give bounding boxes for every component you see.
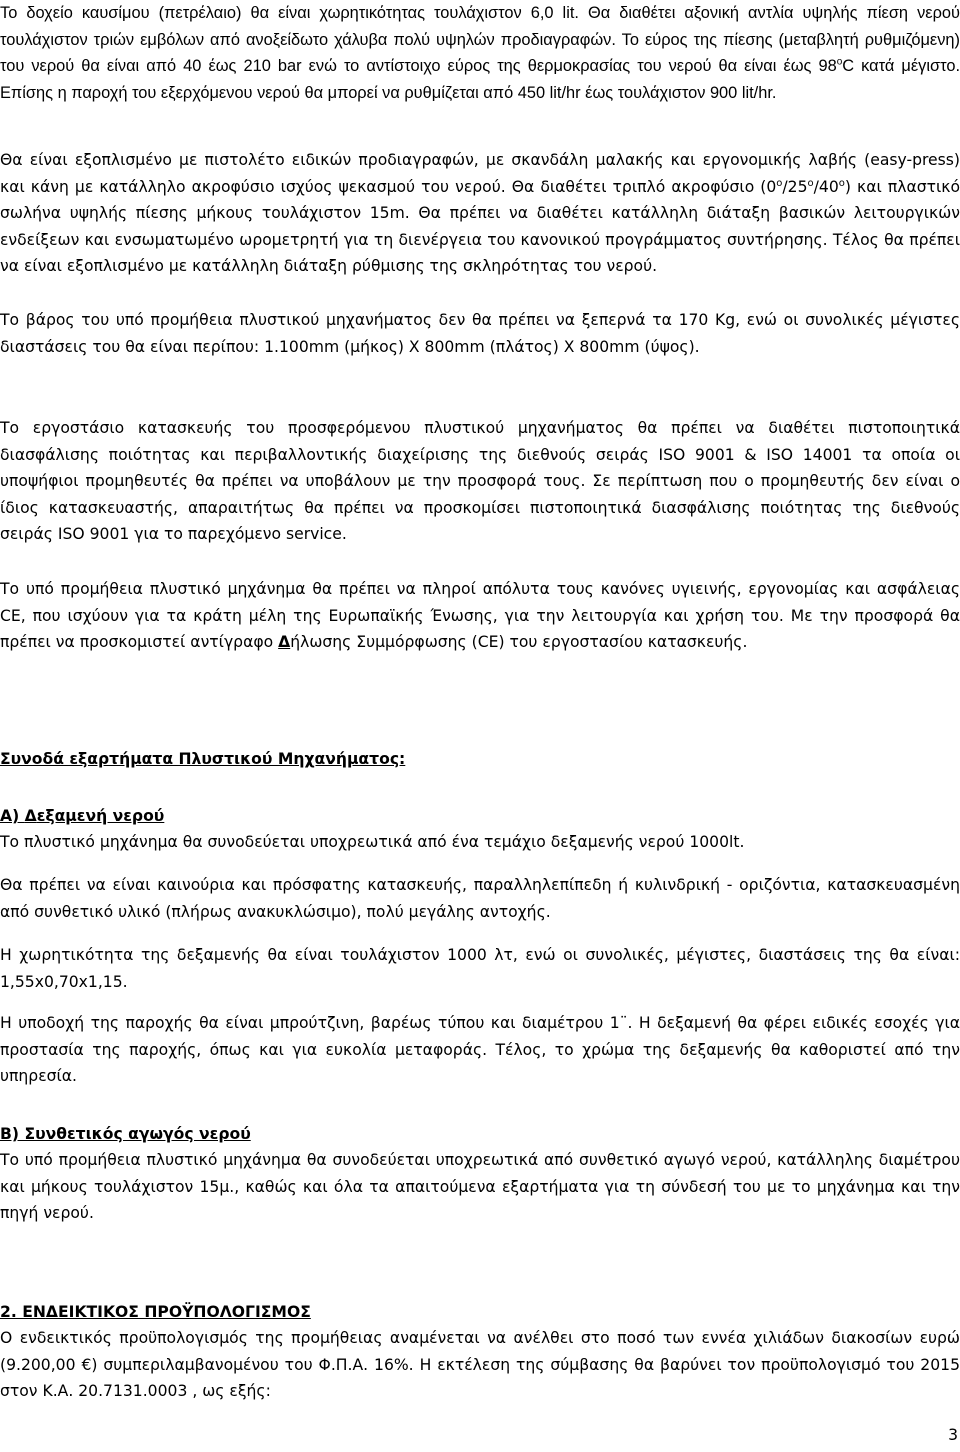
degree-sup: o <box>838 177 845 189</box>
degree-sup: o <box>836 56 843 68</box>
section-b-heading: Β) Συνθετικός αγωγός νερού <box>0 1125 251 1143</box>
text-lead-letter: Δ <box>24 807 37 825</box>
text: /40 <box>813 177 839 196</box>
text-lead-letter: Δ <box>278 633 291 652</box>
text: ΕΙΚΤΙΚΟΣ ΠΡΟΫΠΟΛΟΓΙΣΜΟΣ <box>57 1303 311 1321</box>
paragraph-tank-3: Η χωρητικότητα της δεξαμενής θα είναι τουλάχιστον 1000 λτ, ενώ οι συνολικές, μέγιστες, διαστάσεις της θα είναι: 1,55x0,70x1,15. <box>0 946 960 991</box>
text: ) και πλαστικό σωλήνα υψηλής πίεσης μήκους τουλάχιστον 15m. Θα πρέπει να διαθέτει κατάλληλη διάταξη βασικών λειτουργικών ενδείξεων και ενσωματωμένο ωρομετρητή για τη διενέργεια του κανονικού προγράμματος συντήρησης. Τέλος θα πρέπει να είναι εξοπλισμένο με κατάλληλη διάταξη ρύθμισης της σκληρότητας του νερού. <box>0 177 960 276</box>
text: Το υπό προμήθεια πλυστικό μηχάνημα θα πρέπει να πληροί απόλυτα τους κανόνες υγιεινής, εργονομίας και ασφάλειας CE, που ισχύουν για τα κράτη μέλη της Ευρωπαϊκής Ένωσης, για την λειτουργία και χρήση του. Με την προσφορά θα πρέπει να προσκομιστεί αντίγραφο <box>0 580 960 652</box>
page-number: 3 <box>948 1426 958 1444</box>
budget-heading <box>0 1299 960 1326</box>
text: ήλωσης Συμμόρφωσης (CE) του εργοστασίου κατασκευής. <box>290 633 748 652</box>
paragraph-iso: Το εργοστάσιο κατασκευής του προσφερόμενου πλυστικού μηχανήματος θα πρέπει να διαθέτει πιστοποιητικά διασφάλισης ποιότητας και περιβαλλοντικής διαχείρισης της διεθνούς σειράς ISO 9001 & ISO 14001 τα οποία οι υποψήφιοι προμηθευτές θα πρέπει να υποβάλουν με την προσφορά τους. Σε περίπτωση που ο προμηθευτής δεν είναι ο ίδιος κατασκευαστής, απαραιτήτως θα πρέπει να προσκομίσει πιστοποιητικά διασφάλισης ποιότητας της διεθνούς σειράς ISO 9001 για το παρεχόμενο service. <box>0 419 960 544</box>
paragraph-tank-4: Η υποδοχή της παροχής θα είναι μπρούτζινη, βαρέως τύπου και διαμέτρου 1¨. Η δεξαμενή θα φέρει ειδικές εσοχές για προστασία της παροχής, όπως και για ευκολία μεταφοράς. Τέλος, το χρώμα της δεξαμενής θα καθοριστεί από την υπηρεσία. <box>0 1014 960 1086</box>
paragraph-weight: Το βάρος του υπό προμήθεια πλυστικού μηχανήματος δεν θα πρέπει να ξεπερνά τα 170 Kg, ενώ οι συνολικές μέγιστες διαστάσεις του θα είναι περίπου: 1.100mm (μήκος) Χ 800mm (πλάτος) Χ 800mm (ύψος). <box>0 311 960 356</box>
text: C κατά μέγιστο. Επίσης η παροχή του εξερχόμενου νερού θα μπορεί να ρυθμίζεται από 450 lit/hr έως τουλάχιστον 900 lit/hr. <box>0 57 960 102</box>
paragraph-budget: Ο ενδεικτικός προϋπολογισμός της προμήθειας αναμένεται να ανέλθει στο ποσό των εννέα χιλιάδων διακοσίων ευρώ (9.200,00 €) συμπεριλαμβανομένου του Φ.Π.Α. 16%. Η εκτέλεση της σύμβασης θα βαρύνει τον προϋπολογισμό του 2015 στον Κ.Α. 20.7131.0003 , ως εξής: <box>0 1329 960 1401</box>
text: εξαμενή νερού <box>36 807 165 825</box>
paragraph-tank-2: Θα πρέπει να είναι καινούρια και πρόσφατης κατασκευής, παραλληλεπίπεδη ή κυλινδρική - οριζόντια, κατασκευασμένη από συνθετικό υλικό (πλήρως ανακυκλώσιμο), πολύ μεγάλης αντοχής. <box>0 876 960 921</box>
paragraph-pipe: Το υπό προμήθεια πλυστικό μηχάνημα θα συνοδεύεται υποχρεωτικά από συνθετικό αγωγό νερού, κατάλληλης διαμέτρου και μήκους τουλάχιστον 15μ., καθώς και όλα τα απαιτούμενα εξαρτήματα για τη σύνδεσή του με το μηχάνημα και την πηγή νερού. <box>0 1151 960 1223</box>
paragraph-ce <box>0 576 960 656</box>
accessories-heading: Συνοδά εξαρτήματα Πλυστικού Μηχανήματος: <box>0 750 406 768</box>
text: 2. ΕΝ <box>0 1303 46 1321</box>
section-a-heading <box>0 803 960 830</box>
text: Το δοχείο καυσίμου (πετρέλαιο) θα είναι χωρητικότητας τουλάχιστον 6,0 lit. Θα διαθέτει αξονική αντλία υψηλής πίεση νερού τουλάχιστον τριών εμβόλων από ανοξείδωτο χάλυβα πολύ υψηλών προδιαγραφών. Το εύρος της πίεσης (μεταβλητή ρυθμιζόμενη) του νερού θα είναι από 40 έως 210 bar ενώ το αντίστοιχο εύρος της θερμοκρασίας του νερού θα είναι έως 98 <box>0 4 960 76</box>
degree-sup: o <box>807 177 814 189</box>
text-lead-letter: Δ <box>45 1303 58 1321</box>
degree-sup: o <box>776 177 783 189</box>
paragraph-tank-1: Το πλυστικό μηχάνημα θα συνοδεύεται υποχρεωτικά από ένα τεμάχιο δεξαμενής νερού 1000lt. <box>0 833 745 851</box>
text: Θα είναι εξοπλισμένο με πιστολέτο ειδικών προδιαγραφών, με σκανδάλη μαλακής και εργονομικής λαβής (easy-press) και κάνη με κατάλληλο ακροφύσιο ισχύος ψεκασμού του νερού. Θα διαθέτει τριπλό ακροφύσιο (0 <box>0 151 960 196</box>
text: Α) <box>0 807 25 825</box>
paragraph-gun-specs <box>0 147 960 280</box>
text: /25 <box>782 177 808 196</box>
paragraph-pump-specs <box>0 0 960 106</box>
